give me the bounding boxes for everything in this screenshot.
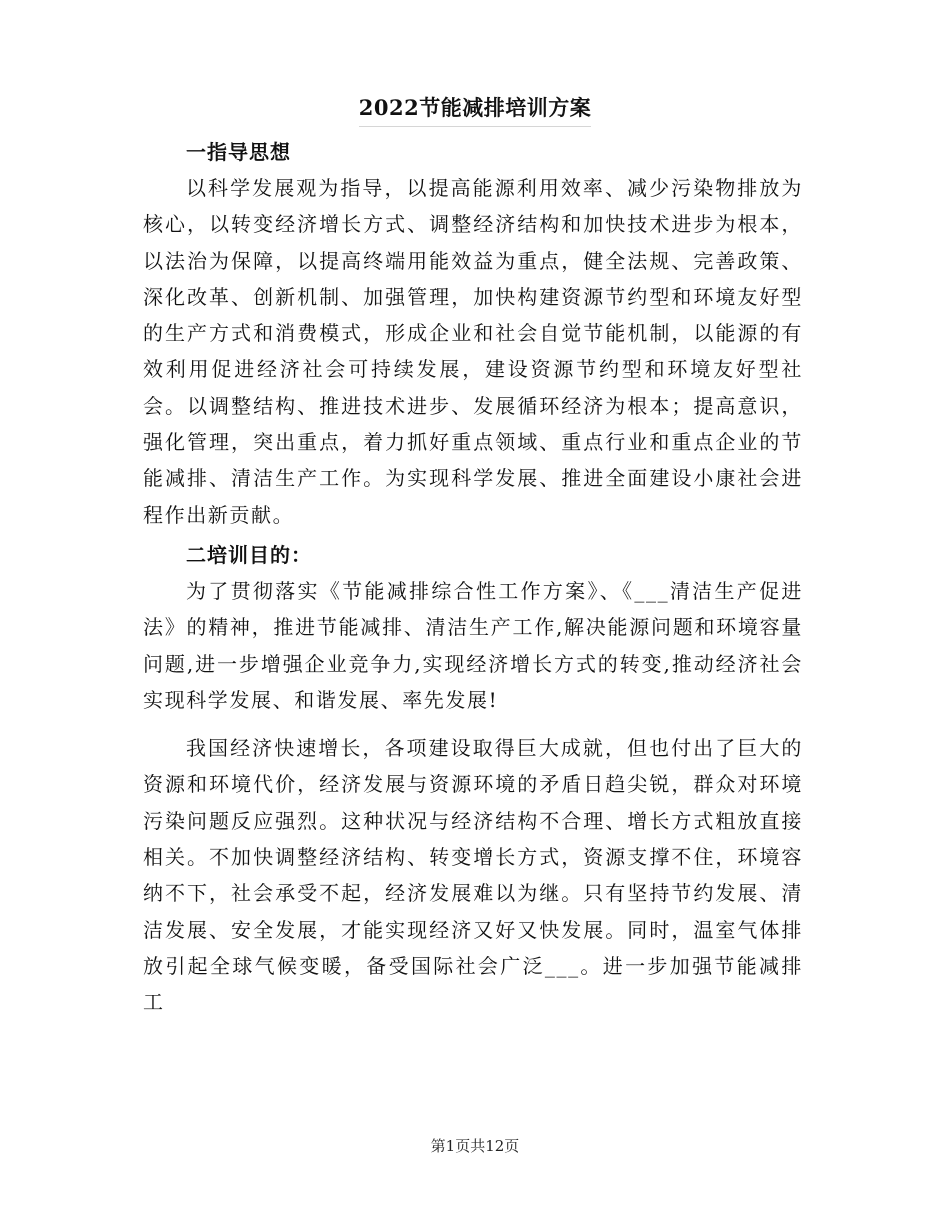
document-body xyxy=(143,130,803,1021)
section-heading-training-purpose: 二培训目的： xyxy=(186,542,312,567)
paragraph-training-purpose-1: 为了贯彻落实《节能减排综合性工作方案》、《___清洁生产促进法》的精神，推进节能减排、清洁生产工作,解决能源问题和环境容量问题,进一步增强企业竞争力,实现经济增长方式的转变,推动经济社会实现科学发展、和谐发展、率先发展! xyxy=(143,578,803,712)
paragraph-guiding-ideology: 以科学发展观为指导，以提高能源利用效率、减少污染物排放为核心，以转变经济增长方式、调整经济结构和加快技术进步为根本，以法治为保障，以提高终端用能效益为重点，健全法规、完善政策、深化改革、创新机制、加强管理，加快构建资源节约型和环境友好型的生产方式和消费模式，形成企业和社会自觉节能机制，以能源的有效利用促进经济社会可持续发展，建设资源节约型和环境友好型社会。以调整结构、推进技术进步、发展循环经济为根本；提高意识，强化管理，突出重点，着力抓好重点领域、重点行业和重点企业的节能减排、清洁生产工作。为实现科学发展、推进全面建设小康社会进程作出新贡献。 xyxy=(143,176,803,527)
paragraph-training-purpose-2: 我国经济快速增长，各项建设取得巨大成就，但也付出了巨大的资源和环境代价，经济发展与资源环境的矛盾日趋尖锐，群众对环境污染问题反应强烈。这种状况与经济结构不合理、增长方式粗放直接相关。不加快调整经济结构、转变增长方式，资源支撑不住，环境容纳不下，社会承受不起，经济发展难以为继。只有坚持节约发展、清洁发展、安全发展，才能实现经济又好又快发展。同时，温室气体排放引起全球气候变暖，备受国际社会广泛___。进一步加强节能减排工 xyxy=(143,736,803,1015)
page-number: 第1页共12页 xyxy=(430,1137,520,1155)
document-title-wrap xyxy=(0,92,950,127)
document-title: 2022节能减排培训方案 xyxy=(359,92,591,127)
section-heading-guiding-ideology: 一指导思想 xyxy=(186,140,291,164)
